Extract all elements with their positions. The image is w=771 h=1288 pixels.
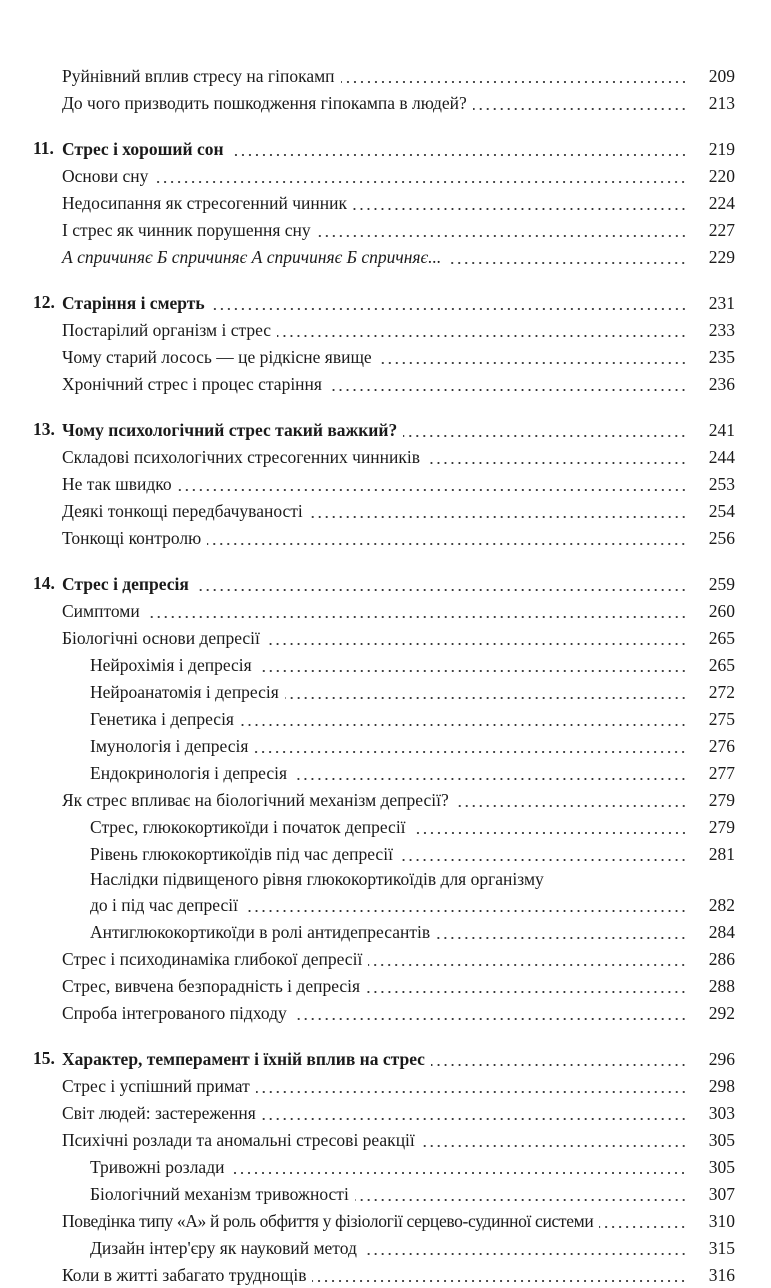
toc-entry-title: Недосипання як стресогенний чинник [62, 192, 348, 213]
dot-leader [256, 1091, 687, 1093]
toc-entry-page: 298 [708, 1075, 735, 1096]
toc-entry [0, 1072, 771, 1099]
dot-leader [146, 616, 687, 618]
toc-entry-page: 265 [708, 654, 735, 675]
toc-subentry [0, 918, 771, 945]
toc-entry-title: Антиглюкокортикоїди в ролі антидепресантів [90, 921, 431, 942]
dot-leader [258, 670, 687, 672]
dot-leader [366, 991, 687, 993]
chapter-title: Старіння і смерть [62, 292, 205, 313]
toc-subentry-continued [0, 891, 771, 918]
toc-entry-title: Чому старий лосось — це рідкісне явище [62, 346, 372, 367]
toc-entry-title: Генетика і депресія [90, 708, 234, 729]
toc-entry-title: Стрес і успішний примат [62, 1075, 250, 1096]
toc-subentry [0, 651, 771, 678]
toc-chapter [0, 570, 771, 597]
chapter-number: 15. [33, 1048, 55, 1068]
toc-entry-page: 307 [708, 1183, 735, 1204]
toc-entry-title: Ендокринологія і депресія [90, 762, 288, 783]
toc-entry-page: 265 [708, 627, 735, 648]
toc-entry [0, 945, 771, 972]
toc-entry-page: 260 [708, 600, 735, 621]
dot-leader [412, 832, 687, 834]
dot-leader [293, 1018, 687, 1020]
dot-leader [421, 1145, 687, 1147]
dot-leader [277, 335, 687, 337]
dot-leader [447, 262, 687, 264]
toc-entry-title: Стрес і психодинаміка глибокої депресії [62, 948, 363, 969]
toc-entry-page: 236 [708, 373, 735, 394]
toc-entry [0, 972, 771, 999]
chapter-number: 14. [33, 573, 55, 593]
toc-entry-page: 310 [708, 1210, 735, 1231]
dot-leader [341, 81, 687, 83]
toc-entry-page: 305 [708, 1129, 735, 1150]
toc-entry-page: 254 [708, 500, 735, 521]
toc-entry-page: 256 [708, 527, 735, 548]
toc-entry-page: 233 [708, 319, 735, 340]
toc-entry [0, 470, 771, 497]
toc-entry-title: Стрес, вивчена безпорадність і депресія [62, 975, 361, 996]
toc-entry-page: 219 [708, 138, 735, 159]
dot-leader [473, 108, 687, 110]
toc-entry-title: А спричиняє Б спричиняє А спричиняє Б спричняє... [62, 246, 442, 267]
toc-subentry [0, 813, 771, 840]
toc-entry-title: До чого призводить пошкодження гіпокампа в людей? [62, 92, 467, 113]
toc-chapter [0, 289, 771, 316]
dot-leader [455, 805, 687, 807]
toc-subentry [0, 759, 771, 786]
toc-entry [0, 62, 771, 89]
dot-leader [368, 964, 687, 966]
toc-entry-title: Дизайн інтер'єру як науковий метод [90, 1237, 357, 1258]
toc-entry-title: Спроба інтегрованого підходу [62, 1002, 287, 1023]
dot-leader [262, 1118, 687, 1120]
toc-entry-page: 316 [708, 1264, 735, 1285]
chapter-number: 12. [33, 292, 55, 312]
toc-entry-title: Симптоми [62, 600, 140, 621]
dot-leader [403, 435, 687, 437]
toc-entry-title: Тонкощі контролю [62, 527, 202, 548]
toc-entry-page: 303 [708, 1102, 735, 1123]
toc-entry [0, 243, 771, 270]
toc-entry-title: Не так швидко [62, 473, 172, 494]
toc-entry-page: 224 [708, 192, 735, 213]
toc-subentry [0, 705, 771, 732]
dot-leader [266, 643, 687, 645]
dot-leader [309, 516, 687, 518]
toc-entry-title: Стрес, глюкокортикоїди і початок депресії [90, 816, 406, 837]
toc-entry-title: Біологічні основи депресії [62, 627, 260, 648]
table-of-contents [0, 62, 771, 1288]
dot-leader [178, 489, 687, 491]
toc-entry-title: Як стрес впливає на біологічний механізм депресії? [62, 789, 449, 810]
toc-entry [0, 1261, 771, 1288]
toc-entry-title: Основи сну [62, 165, 149, 186]
toc-entry [0, 524, 771, 551]
toc-entry-title: Рівень глюкокортикоїдів під час депресії [90, 843, 393, 864]
toc-entry-title: Руйнівний вплив стресу на гіпокамп [62, 65, 335, 86]
toc-subentry-first-line [0, 867, 771, 891]
toc-entry [0, 162, 771, 189]
chapter-title: Стрес і депресія [62, 573, 189, 594]
toc-entry [0, 370, 771, 397]
dot-leader [207, 543, 687, 545]
toc-entry [0, 89, 771, 116]
toc-entry-title: Нейрохімія і депресія [90, 654, 252, 675]
dot-leader [436, 937, 687, 939]
toc-entry-page: 213 [708, 92, 735, 113]
toc-entry-title: Постарілий організм і стрес [62, 319, 272, 340]
dot-leader [353, 208, 687, 210]
toc-subentry [0, 840, 771, 867]
dot-leader [195, 589, 687, 591]
toc-entry-page: 276 [708, 735, 735, 756]
toc-chapter [0, 1045, 771, 1072]
dot-leader [254, 751, 687, 753]
dot-leader [230, 154, 687, 156]
dot-leader [154, 181, 687, 183]
dot-leader [317, 235, 687, 237]
dot-leader [399, 859, 687, 861]
chapter-title: Чому психологічний стрес такий важкий? [62, 419, 398, 440]
toc-chapter [0, 416, 771, 443]
dot-leader [363, 1253, 687, 1255]
toc-subentry [0, 678, 771, 705]
chapter-number: 13. [33, 419, 55, 439]
toc-subentry [0, 1153, 771, 1180]
dot-leader [285, 697, 687, 699]
toc-entry-page: 244 [708, 446, 735, 467]
toc-subentry [0, 1180, 771, 1207]
dot-leader [240, 724, 687, 726]
toc-entry-page: 272 [708, 681, 735, 702]
toc-entry-title: Біологічний механізм тривожності [90, 1183, 349, 1204]
toc-entry-title: Тривожні розлади [90, 1156, 225, 1177]
dot-leader [293, 778, 687, 780]
toc-entry-page: 315 [708, 1237, 735, 1258]
toc-entry [0, 316, 771, 343]
dot-leader [431, 1064, 687, 1066]
toc-entry [0, 999, 771, 1026]
toc-entry [0, 497, 771, 524]
toc-entry-page: 284 [708, 921, 735, 942]
toc-entry-page: 305 [708, 1156, 735, 1177]
toc-entry-title-continued: до і під час депресії [90, 894, 238, 915]
toc-entry-page: 286 [708, 948, 735, 969]
dot-leader [599, 1226, 687, 1228]
toc-entry [0, 343, 771, 370]
toc-entry-page: 281 [708, 843, 735, 864]
chapter-title: Стрес і хороший сон [62, 138, 224, 159]
toc-entry [0, 189, 771, 216]
toc-entry-page: 296 [708, 1048, 735, 1069]
toc-entry-title: Деякі тонкощі передбачуваності [62, 500, 303, 521]
toc-entry [0, 1099, 771, 1126]
toc-entry-title: Коли в житті забагато труднощів [62, 1264, 307, 1285]
toc-entry-title: Поведінка типу «А» й роль обфиття у фізіології серцево-судинної системи [62, 1210, 594, 1231]
toc-entry [0, 786, 771, 813]
toc-entry-page: 275 [708, 708, 735, 729]
dot-leader [312, 1280, 687, 1282]
toc-entry-page: 288 [708, 975, 735, 996]
toc-entry-page: 277 [708, 762, 735, 783]
toc-entry-title: Світ людей: застереження [62, 1102, 256, 1123]
toc-entry-page: 235 [708, 346, 735, 367]
toc-entry-page: 259 [708, 573, 735, 594]
dot-leader [244, 910, 687, 912]
toc-entry-page: 231 [708, 292, 735, 313]
toc-entry-page: 279 [708, 816, 735, 837]
toc-entry-page: 253 [708, 473, 735, 494]
toc-entry-title: І стрес як чинник порушення сну [62, 219, 311, 240]
toc-entry-title: Складові психологічних стресогенних чинників [62, 446, 421, 467]
dot-leader [378, 362, 687, 364]
toc-entry [0, 1126, 771, 1153]
toc-entry-page: 241 [708, 419, 735, 440]
toc-entry-page: 282 [708, 894, 735, 915]
dot-leader [211, 308, 687, 310]
toc-entry [0, 597, 771, 624]
toc-entry-title: Нейроанатомія і депресія [90, 681, 279, 702]
dot-leader [328, 389, 687, 391]
toc-entry [0, 216, 771, 243]
toc-subentry [0, 1234, 771, 1261]
toc-entry-page: 229 [708, 246, 735, 267]
toc-entry-page: 227 [708, 219, 735, 240]
chapter-number: 11. [33, 138, 54, 158]
toc-entry-title: Хронічний стрес і процес старіння [62, 373, 322, 394]
toc-entry-page: 220 [708, 165, 735, 186]
toc-entry-title: Імунологія і депресія [90, 735, 249, 756]
dot-leader [230, 1172, 687, 1174]
dot-leader [426, 462, 687, 464]
chapter-title: Характер, темперамент і їхній вплив на стрес [62, 1048, 425, 1069]
toc-entry-page: 209 [708, 65, 735, 86]
toc-entry-page: 279 [708, 789, 735, 810]
toc-entry [0, 443, 771, 470]
toc-entry-page: 292 [708, 1002, 735, 1023]
toc-chapter [0, 135, 771, 162]
toc-entry-title: Психічні розлади та аномальні стресові реакції [62, 1129, 415, 1150]
toc-entry [0, 624, 771, 651]
toc-entry [0, 1207, 771, 1234]
toc-entry-title: Наслідки підвищеного рівня глюкокортикоїдів для організму [90, 869, 544, 889]
toc-subentry [0, 732, 771, 759]
